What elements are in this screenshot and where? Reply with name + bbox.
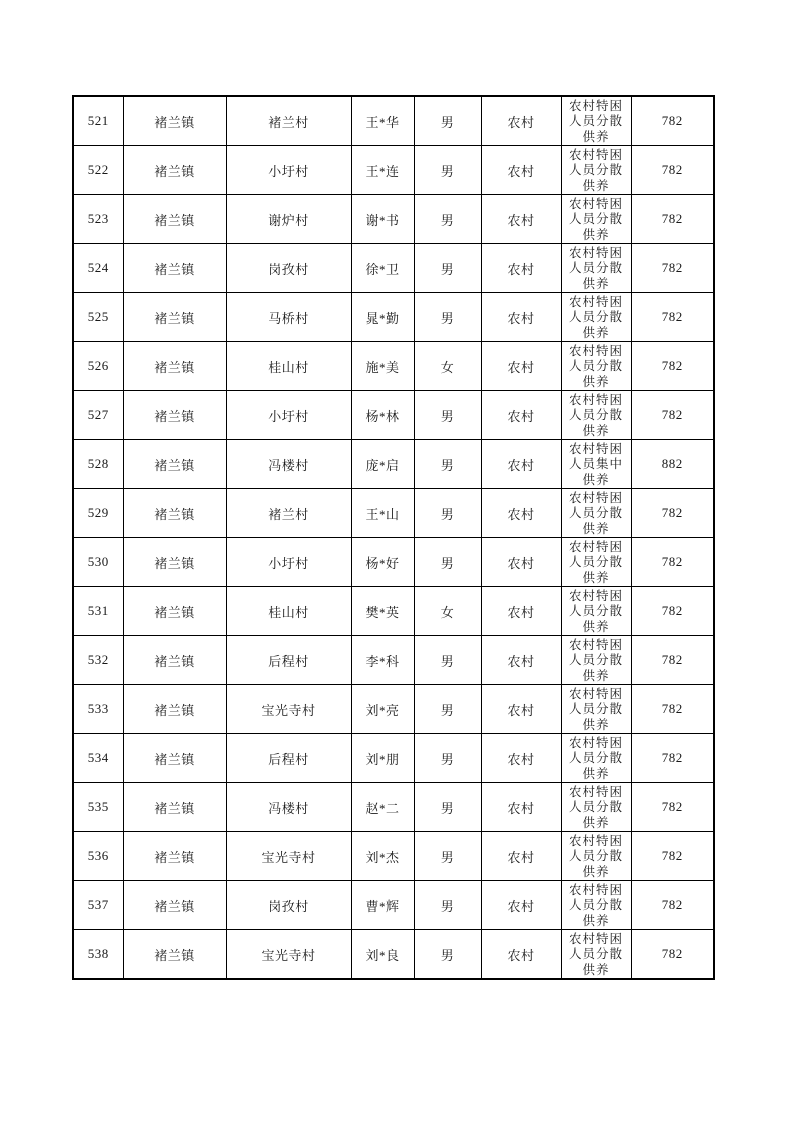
cell-category: 农村 — [481, 195, 561, 244]
cell-person-name: 施*美 — [351, 342, 414, 391]
cell-category: 农村 — [481, 244, 561, 293]
cell-serial-number: 525 — [73, 293, 123, 342]
cell-town: 褚兰镇 — [123, 342, 226, 391]
cell-serial-number: 532 — [73, 636, 123, 685]
cell-amount: 782 — [631, 734, 714, 783]
cell-person-name: 刘*朋 — [351, 734, 414, 783]
cell-serial-number: 527 — [73, 391, 123, 440]
cell-gender: 男 — [414, 538, 481, 587]
cell-town: 褚兰镇 — [123, 734, 226, 783]
cell-amount: 782 — [631, 636, 714, 685]
cell-village: 桂山村 — [226, 587, 351, 636]
cell-village: 褚兰村 — [226, 96, 351, 146]
cell-amount: 782 — [631, 783, 714, 832]
table-body — [73, 96, 714, 979]
cell-village: 小圩村 — [226, 391, 351, 440]
cell-person-name: 庞*启 — [351, 440, 414, 489]
cell-gender: 男 — [414, 832, 481, 881]
cell-person-name: 刘*亮 — [351, 685, 414, 734]
cell-support-type — [561, 636, 631, 685]
cell-gender: 男 — [414, 146, 481, 195]
cell-village: 谢炉村 — [226, 195, 351, 244]
cell-town: 褚兰镇 — [123, 783, 226, 832]
cell-village: 褚兰村 — [226, 489, 351, 538]
support-type-text: 农村特困人员分散供养 — [569, 931, 623, 977]
cell-serial-number: 521 — [73, 96, 123, 146]
cell-serial-number: 526 — [73, 342, 123, 391]
support-type-text: 农村特困人员分散供养 — [569, 784, 623, 830]
cell-town: 褚兰镇 — [123, 96, 226, 146]
cell-town: 褚兰镇 — [123, 244, 226, 293]
cell-village: 小圩村 — [226, 146, 351, 195]
cell-gender: 男 — [414, 685, 481, 734]
cell-amount: 882 — [631, 440, 714, 489]
cell-person-name: 徐*卫 — [351, 244, 414, 293]
support-type-text: 农村特困人员分散供养 — [569, 196, 623, 242]
cell-town: 褚兰镇 — [123, 685, 226, 734]
cell-support-type — [561, 244, 631, 293]
cell-category: 农村 — [481, 342, 561, 391]
cell-category: 农村 — [481, 832, 561, 881]
cell-category: 农村 — [481, 293, 561, 342]
cell-category: 农村 — [481, 685, 561, 734]
cell-village: 冯楼村 — [226, 783, 351, 832]
cell-support-type — [561, 930, 631, 980]
cell-town: 褚兰镇 — [123, 636, 226, 685]
cell-gender: 男 — [414, 734, 481, 783]
cell-support-type — [561, 391, 631, 440]
cell-serial-number: 538 — [73, 930, 123, 980]
table-row — [73, 244, 714, 293]
cell-amount: 782 — [631, 195, 714, 244]
cell-serial-number: 523 — [73, 195, 123, 244]
cell-support-type — [561, 440, 631, 489]
cell-gender: 男 — [414, 930, 481, 980]
support-type-text: 农村特困人员分散供养 — [569, 343, 623, 389]
cell-category: 农村 — [481, 783, 561, 832]
cell-village: 冯楼村 — [226, 440, 351, 489]
cell-village: 马桥村 — [226, 293, 351, 342]
cell-support-type — [561, 734, 631, 783]
cell-category: 农村 — [481, 489, 561, 538]
support-type-text: 农村特困人员分散供养 — [569, 637, 623, 683]
cell-town: 褚兰镇 — [123, 930, 226, 980]
cell-category: 农村 — [481, 391, 561, 440]
cell-category: 农村 — [481, 440, 561, 489]
support-type-text: 农村特困人员集中供养 — [569, 441, 623, 487]
cell-support-type — [561, 293, 631, 342]
cell-category: 农村 — [481, 587, 561, 636]
cell-town: 褚兰镇 — [123, 195, 226, 244]
cell-gender: 女 — [414, 587, 481, 636]
cell-gender: 男 — [414, 881, 481, 930]
table-row — [73, 930, 714, 980]
table-row — [73, 489, 714, 538]
cell-serial-number: 537 — [73, 881, 123, 930]
support-type-text: 农村特困人员分散供养 — [569, 98, 623, 144]
cell-serial-number: 530 — [73, 538, 123, 587]
cell-person-name: 杨*好 — [351, 538, 414, 587]
cell-support-type — [561, 146, 631, 195]
cell-village: 后程村 — [226, 734, 351, 783]
cell-amount: 782 — [631, 96, 714, 146]
table-row — [73, 391, 714, 440]
cell-person-name: 赵*二 — [351, 783, 414, 832]
cell-village: 桂山村 — [226, 342, 351, 391]
table-row — [73, 685, 714, 734]
cell-serial-number: 531 — [73, 587, 123, 636]
benefit-table — [72, 95, 715, 980]
cell-amount: 782 — [631, 391, 714, 440]
cell-person-name: 樊*英 — [351, 587, 414, 636]
cell-amount: 782 — [631, 685, 714, 734]
cell-gender: 女 — [414, 342, 481, 391]
cell-gender: 男 — [414, 96, 481, 146]
cell-gender: 男 — [414, 489, 481, 538]
cell-amount: 782 — [631, 244, 714, 293]
cell-category: 农村 — [481, 930, 561, 980]
cell-person-name: 李*科 — [351, 636, 414, 685]
support-type-text: 农村特困人员分散供养 — [569, 539, 623, 585]
cell-amount: 782 — [631, 930, 714, 980]
cell-support-type — [561, 783, 631, 832]
table-row — [73, 538, 714, 587]
cell-amount: 782 — [631, 293, 714, 342]
cell-gender: 男 — [414, 195, 481, 244]
support-type-text: 农村特困人员分散供养 — [569, 294, 623, 340]
cell-support-type — [561, 342, 631, 391]
cell-village: 后程村 — [226, 636, 351, 685]
cell-town: 褚兰镇 — [123, 881, 226, 930]
cell-person-name: 刘*杰 — [351, 832, 414, 881]
cell-amount: 782 — [631, 587, 714, 636]
cell-serial-number: 536 — [73, 832, 123, 881]
cell-gender: 男 — [414, 293, 481, 342]
cell-village: 岗孜村 — [226, 881, 351, 930]
cell-amount: 782 — [631, 832, 714, 881]
cell-gender: 男 — [414, 783, 481, 832]
cell-person-name: 谢*书 — [351, 195, 414, 244]
cell-category: 农村 — [481, 734, 561, 783]
support-type-text: 农村特困人员分散供养 — [569, 686, 623, 732]
cell-village: 小圩村 — [226, 538, 351, 587]
cell-town: 褚兰镇 — [123, 587, 226, 636]
support-type-text: 农村特困人员分散供养 — [569, 490, 623, 536]
cell-serial-number: 522 — [73, 146, 123, 195]
cell-support-type — [561, 195, 631, 244]
support-type-text: 农村特困人员分散供养 — [569, 147, 623, 193]
cell-amount: 782 — [631, 489, 714, 538]
cell-category: 农村 — [481, 636, 561, 685]
cell-category: 农村 — [481, 146, 561, 195]
cell-village: 宝光寺村 — [226, 685, 351, 734]
cell-category: 农村 — [481, 96, 561, 146]
cell-town: 褚兰镇 — [123, 293, 226, 342]
cell-support-type — [561, 587, 631, 636]
cell-town: 褚兰镇 — [123, 146, 226, 195]
support-type-text: 农村特困人员分散供养 — [569, 833, 623, 879]
cell-amount: 782 — [631, 342, 714, 391]
cell-town: 褚兰镇 — [123, 440, 226, 489]
support-type-text: 农村特困人员分散供养 — [569, 588, 623, 634]
cell-support-type — [561, 881, 631, 930]
cell-amount: 782 — [631, 538, 714, 587]
table-row — [73, 783, 714, 832]
table-row — [73, 96, 714, 146]
table-row — [73, 881, 714, 930]
cell-support-type — [561, 685, 631, 734]
cell-amount: 782 — [631, 146, 714, 195]
cell-gender: 男 — [414, 244, 481, 293]
table-row — [73, 636, 714, 685]
cell-category: 农村 — [481, 881, 561, 930]
support-type-text: 农村特困人员分散供养 — [569, 245, 623, 291]
cell-town: 褚兰镇 — [123, 489, 226, 538]
cell-serial-number: 528 — [73, 440, 123, 489]
cell-amount: 782 — [631, 881, 714, 930]
cell-serial-number: 524 — [73, 244, 123, 293]
table-row — [73, 734, 714, 783]
table-row — [73, 832, 714, 881]
cell-gender: 男 — [414, 440, 481, 489]
cell-category: 农村 — [481, 538, 561, 587]
cell-person-name: 王*山 — [351, 489, 414, 538]
cell-village: 宝光寺村 — [226, 930, 351, 980]
cell-support-type — [561, 489, 631, 538]
cell-town: 褚兰镇 — [123, 391, 226, 440]
table-row — [73, 587, 714, 636]
support-type-text: 农村特困人员分散供养 — [569, 882, 623, 928]
cell-town: 褚兰镇 — [123, 538, 226, 587]
support-type-text: 农村特困人员分散供养 — [569, 392, 623, 438]
cell-person-name: 刘*良 — [351, 930, 414, 980]
table-row — [73, 440, 714, 489]
support-type-text: 农村特困人员分散供养 — [569, 735, 623, 781]
table-row — [73, 195, 714, 244]
cell-serial-number: 535 — [73, 783, 123, 832]
cell-gender: 男 — [414, 636, 481, 685]
cell-village: 岗孜村 — [226, 244, 351, 293]
cell-village: 宝光寺村 — [226, 832, 351, 881]
table-row — [73, 146, 714, 195]
table-row — [73, 342, 714, 391]
cell-support-type — [561, 832, 631, 881]
cell-serial-number: 533 — [73, 685, 123, 734]
cell-person-name: 王*华 — [351, 96, 414, 146]
cell-person-name: 晁*勤 — [351, 293, 414, 342]
cell-support-type — [561, 538, 631, 587]
cell-support-type — [561, 96, 631, 146]
table-row — [73, 293, 714, 342]
cell-gender: 男 — [414, 391, 481, 440]
cell-serial-number: 534 — [73, 734, 123, 783]
cell-person-name: 曹*辉 — [351, 881, 414, 930]
cell-person-name: 王*连 — [351, 146, 414, 195]
cell-person-name: 杨*林 — [351, 391, 414, 440]
cell-serial-number: 529 — [73, 489, 123, 538]
cell-town: 褚兰镇 — [123, 832, 226, 881]
